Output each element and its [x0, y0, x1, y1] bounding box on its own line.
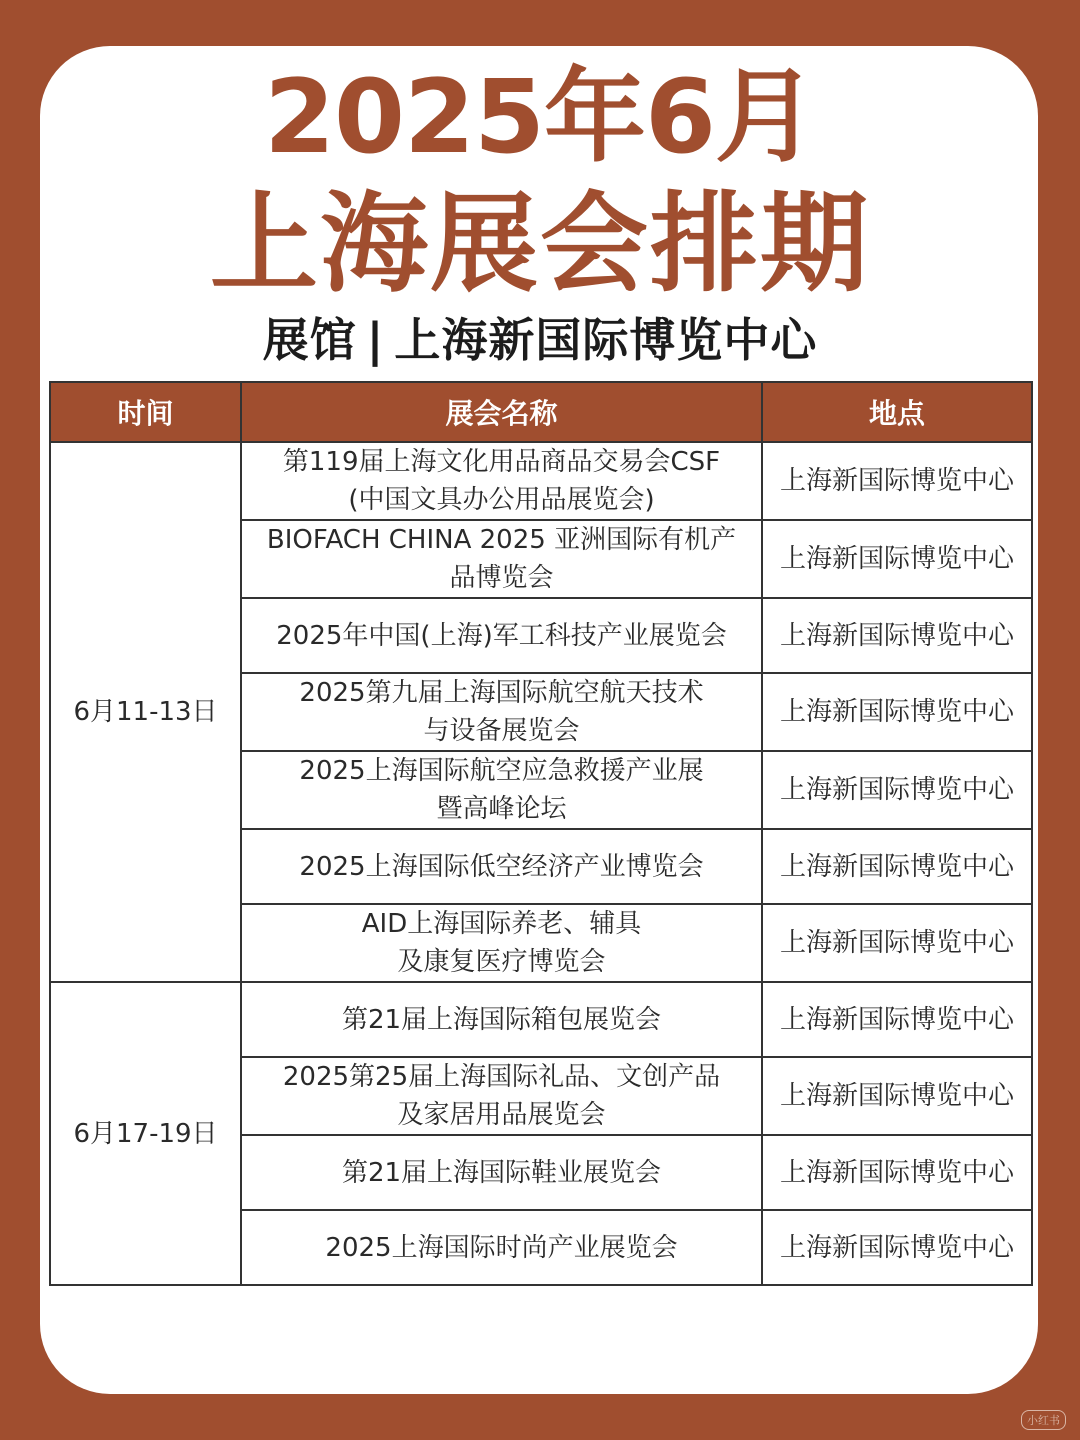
exhibition-name-line1: 2025年中国(上海)军工科技产业展览会 — [276, 620, 727, 651]
column-header-location: 地点 — [762, 382, 1032, 442]
exhibition-name-line1: 2025上海国际航空应急救援产业展 — [299, 756, 704, 786]
table-header-row — [50, 382, 1032, 442]
column-header-time: 时间 — [50, 382, 241, 442]
exhibition-name-line1: 2025第25届上海国际礼品、文创产品 — [282, 1062, 721, 1092]
exhibition-name-line1: 2025第九届上海国际航空航天技术 — [299, 678, 704, 708]
exhibition-name-line1: 2025上海国际低空经济产业博览会 — [299, 851, 704, 882]
venue-cell: 上海新国际博览中心 — [762, 982, 1032, 1057]
venue-cell: 上海新国际博览中心 — [762, 1057, 1032, 1135]
exhibition-name-line1: 第21届上海国际鞋业展览会 — [341, 1157, 662, 1188]
date-cell: 6月17-19日 — [50, 982, 241, 1285]
subtitle-separator: | — [366, 313, 385, 367]
subtitle-label: 展馆 — [262, 313, 357, 367]
table-row — [50, 442, 1032, 520]
exhibition-name-line1: 2025上海国际时尚产业展览会 — [325, 1232, 678, 1263]
venue-cell: 上海新国际博览中心 — [762, 673, 1032, 751]
venue-cell: 上海新国际博览中心 — [762, 520, 1032, 598]
exhibition-name-line2: (中国文具办公用品展览会) — [348, 485, 655, 515]
page-title-main: 上海展会排期 — [209, 182, 870, 307]
exhibition-name-line1: 第119届上海文化用品商品交易会CSF — [282, 447, 721, 477]
subtitle-venue: 上海新国际博览中心 — [394, 313, 818, 367]
exhibition-name-cell — [241, 442, 762, 520]
venue-cell: 上海新国际博览中心 — [762, 1210, 1032, 1285]
exhibition-name-cell — [241, 1135, 762, 1210]
exhibition-name-line1: 第21届上海国际箱包展览会 — [341, 1004, 662, 1035]
exhibition-name-line2: 品博览会 — [449, 563, 554, 593]
exhibition-name-cell — [241, 520, 762, 598]
exhibition-name-cell — [241, 751, 762, 829]
page-title-month: 2025年6月 — [264, 58, 816, 177]
exhibition-name-line1: BIOFACH CHINA 2025 亚洲国际有机产 — [266, 525, 737, 555]
exhibition-name-cell — [241, 1057, 762, 1135]
exhibition-name-cell — [241, 982, 762, 1057]
exhibition-name-line2: 与设备展览会 — [423, 716, 580, 746]
exhibition-name-cell — [241, 829, 762, 904]
exhibition-name-cell — [241, 673, 762, 751]
venue-cell: 上海新国际博览中心 — [762, 751, 1032, 829]
date-cell: 6月11-13日 — [50, 442, 241, 982]
exhibition-name-line2: 及康复医疗博览会 — [397, 947, 606, 977]
table-row — [50, 982, 1032, 1057]
page-subtitle — [0, 310, 1080, 370]
exhibition-name-cell — [241, 1210, 762, 1285]
venue-cell: 上海新国际博览中心 — [762, 1135, 1032, 1210]
watermark-logo: 小红书 — [1021, 1410, 1066, 1430]
venue-cell: 上海新国际博览中心 — [762, 598, 1032, 673]
venue-cell: 上海新国际博览中心 — [762, 904, 1032, 982]
exhibition-schedule-table — [49, 381, 1033, 1286]
venue-cell: 上海新国际博览中心 — [762, 829, 1032, 904]
exhibition-name-line1: AID上海国际养老、辅具 — [361, 909, 642, 939]
exhibition-name-line2: 及家居用品展览会 — [397, 1100, 606, 1130]
column-header-name: 展会名称 — [241, 382, 762, 442]
exhibition-name-line2: 暨高峰论坛 — [436, 794, 567, 824]
exhibition-name-cell — [241, 904, 762, 982]
exhibition-name-cell — [241, 598, 762, 673]
venue-cell: 上海新国际博览中心 — [762, 442, 1032, 520]
